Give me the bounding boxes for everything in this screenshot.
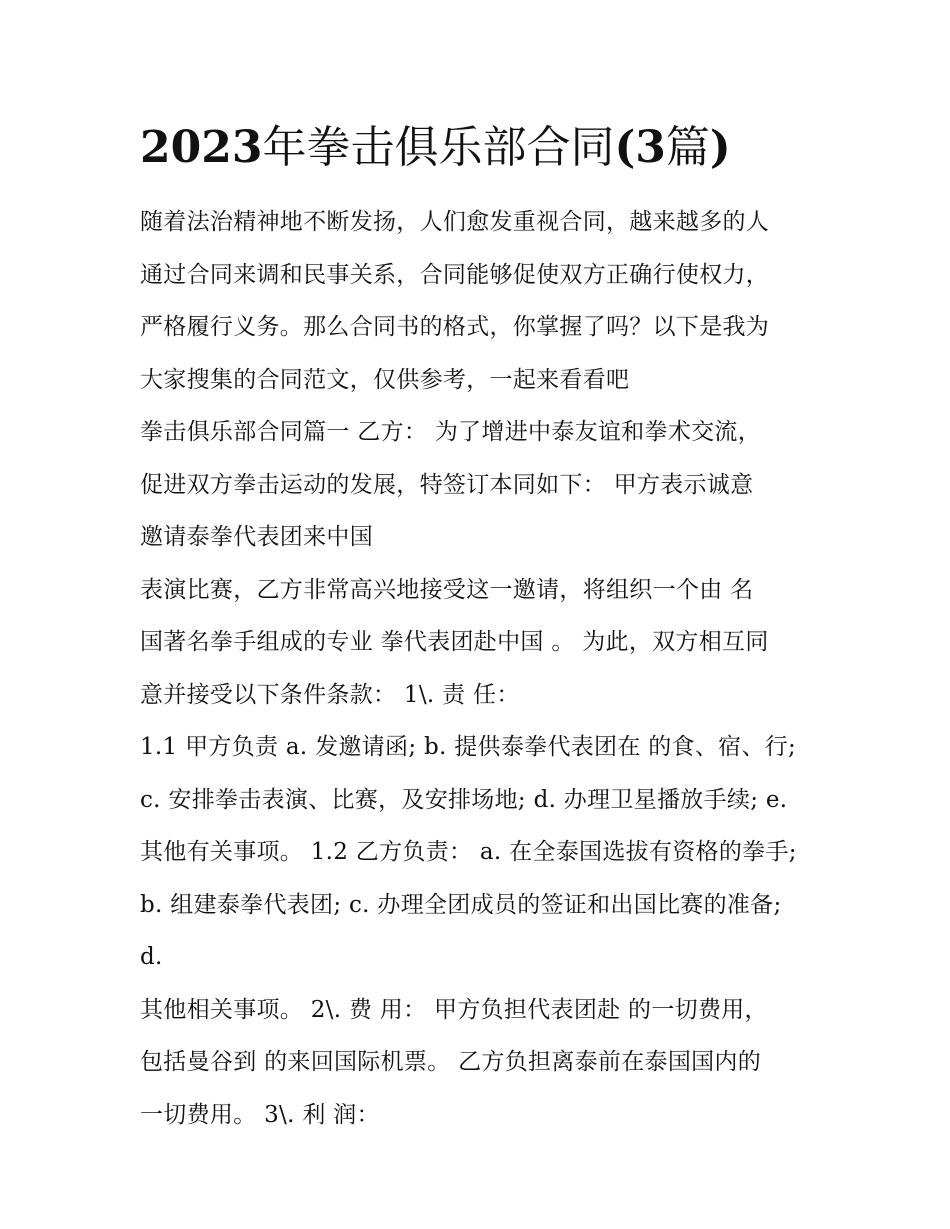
document-page <box>140 118 820 1141</box>
text-line: 随着法治精神地不断发扬，人们愈发重视合同，越来越多的人 <box>140 209 770 235</box>
text-line: c. 安排拳击表演、比赛，及安排场地; d. 办理卫星播放手续; e. <box>140 786 788 813</box>
text-line: 1.1 甲方负责 a. 发邀请函; b. 提供泰拳代表团在 的食、宿、行; <box>140 734 797 760</box>
paragraph-contract-one-opening <box>140 406 820 564</box>
text-line: 表演比赛，乙方非常高兴地接受这一邀请，将组织一个由 名 <box>140 576 754 603</box>
text-line: 包括曼谷到 的来回国际机票。 乙方负担离泰前在泰国国内的 <box>140 1049 762 1075</box>
paragraph-performance <box>140 564 820 722</box>
paragraph-responsibilities <box>140 721 820 984</box>
text-line: 大家搜集的合同范文，仅供参考，一起来看看吧 <box>140 366 630 393</box>
title-suffix-plain: 篇 <box>665 122 710 173</box>
paragraph-intro <box>140 196 820 406</box>
text-line: 严格履行义务。那么合同书的格式，你掌握了吗？以下是我为 <box>140 314 770 340</box>
title-year: 2023 <box>140 122 263 173</box>
text-line: 通过合同来调和民事关系，合同能够促使双方正确行使权力， <box>140 261 770 288</box>
text-line: 邀请泰拳代表团来中国 <box>140 524 373 550</box>
title-middle: 年拳击俱乐部合同 <box>262 122 615 173</box>
text-line: 意并接受以下条件条款： 1\. 责 任： <box>140 681 520 708</box>
text-line: 一切费用。 3\. 利 润： <box>140 1101 380 1128</box>
document-title <box>140 118 820 178</box>
title-suffix-bold: (3 <box>614 122 666 173</box>
text-line: 其他有关事项。 1.2 乙方负责： a. 在全泰国选拔有资格的拳手; <box>140 839 797 865</box>
text-line: 拳击俱乐部合同篇一 乙方： 为了增进中泰友谊和拳术交流， <box>140 419 762 445</box>
text-line: 其他相关事项。 2\. 费 用： 甲方负担代表团赴 的一切费用， <box>140 996 768 1023</box>
text-line: d. <box>140 944 163 970</box>
text-line: 促进双方拳击运动的发展，特签订本同如下： 甲方表示诚意 <box>140 471 754 498</box>
title-close: ) <box>709 122 731 173</box>
text-line: 国著名拳手组成的专业 拳代表团赴中国 。 为此，双方相互同 <box>140 629 769 655</box>
text-line: b. 组建泰拳代表团; c. 办理全团成员的签证和出国比赛的准备; <box>140 891 782 918</box>
paragraph-costs <box>140 984 820 1142</box>
